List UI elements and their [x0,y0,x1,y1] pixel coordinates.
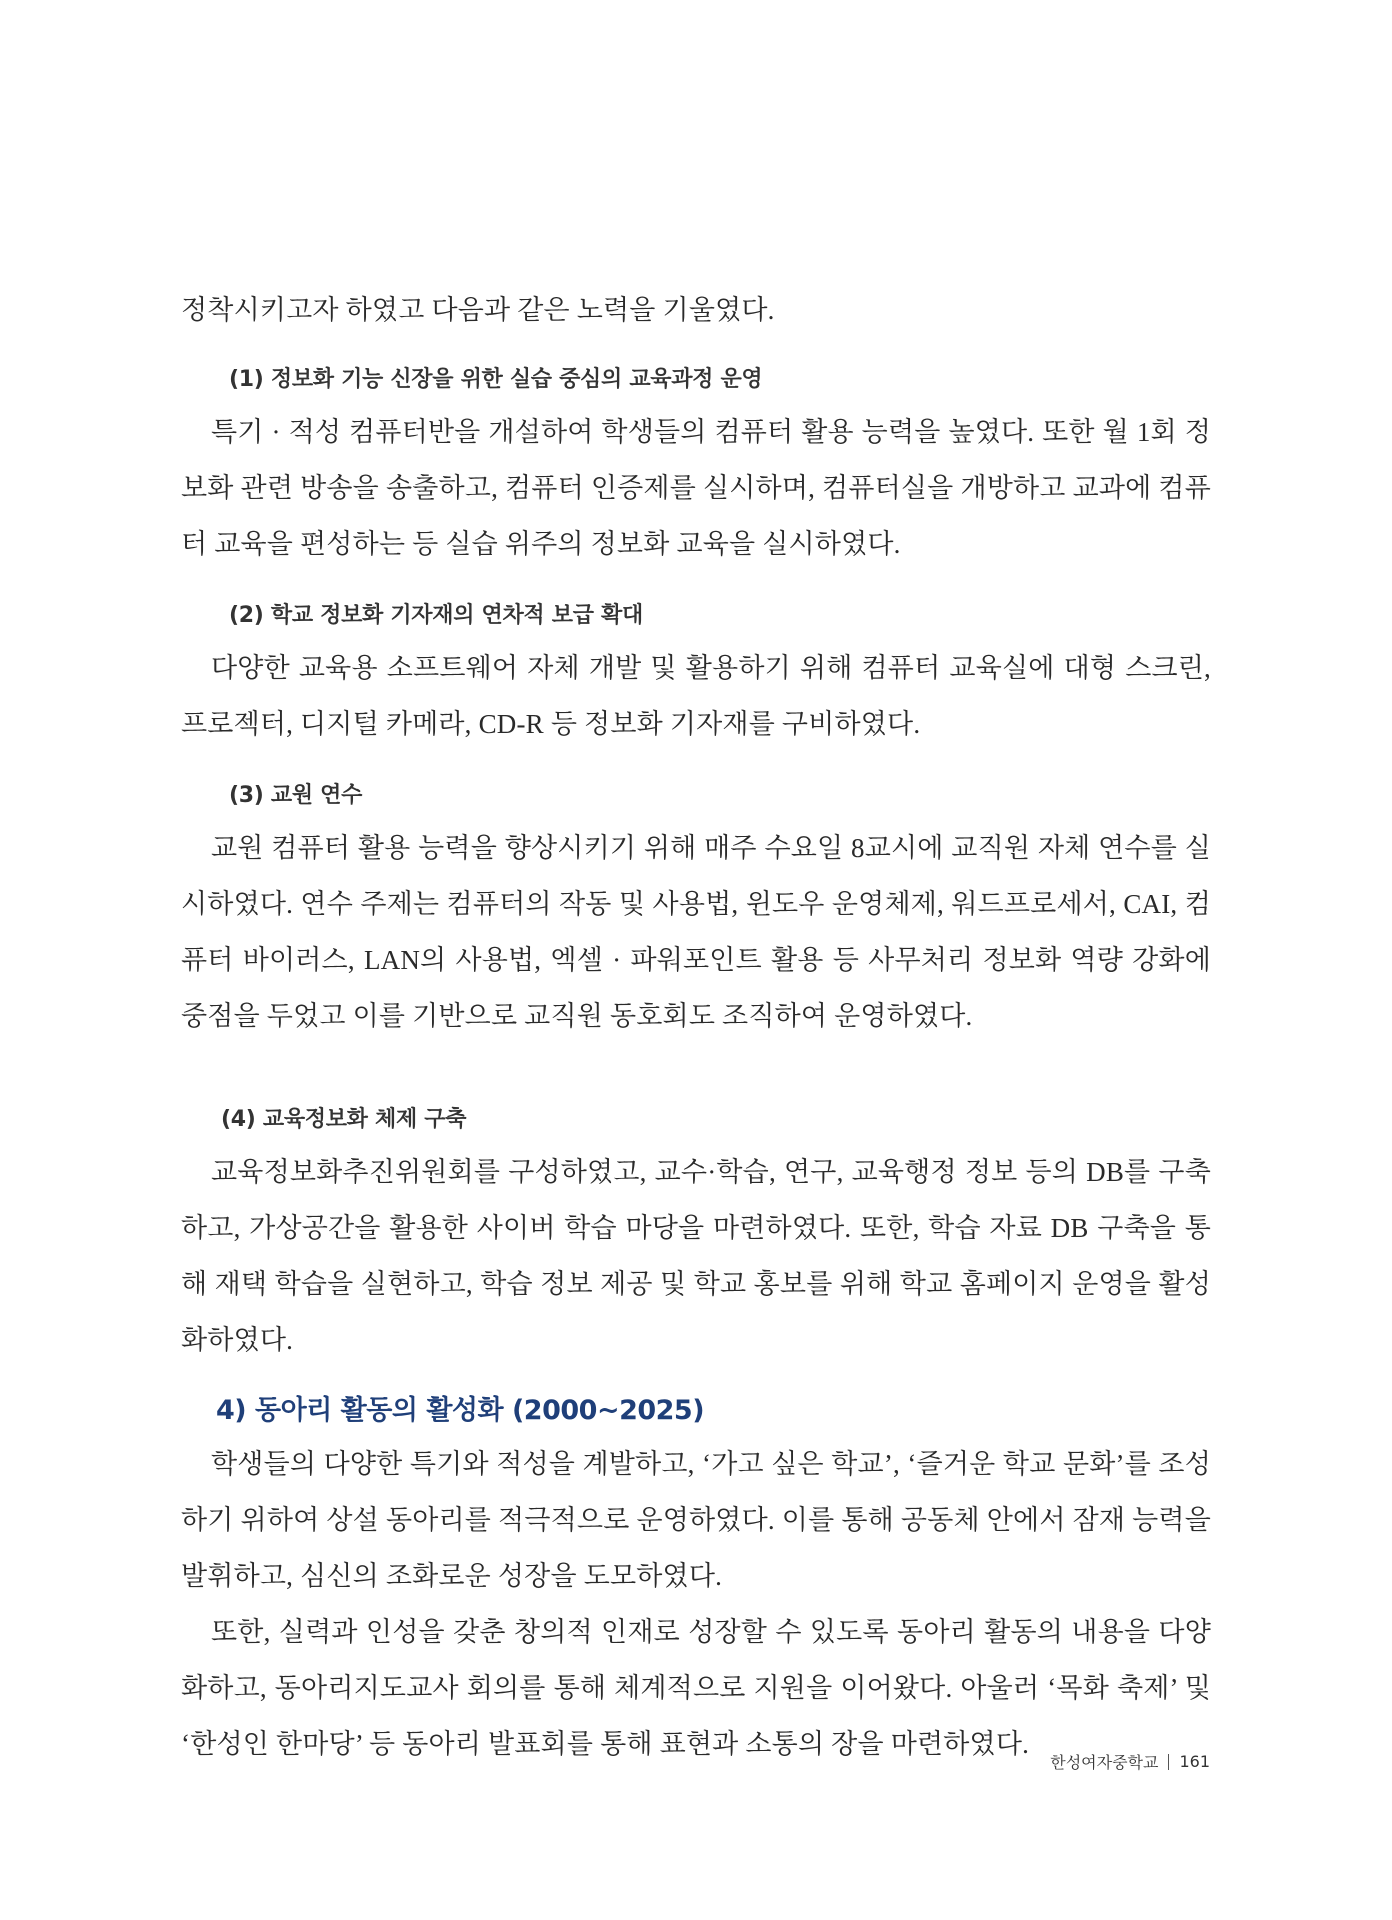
subsection-heading: (1) 정보화 기능 신장을 위한 실습 중심의 교육과정 운영 [229,367,763,392]
subsection-2 [181,596,1211,752]
subsection-paragraph: 교원 컴퓨터 활용 능력을 향상시키기 위해 매주 수요일 8교시에 교직원 자체 연수를 실시하였다. 연수 주제는 컴퓨터의 작동 및 사용법, 윈도우 운영체제, 워드프로세서, CAI, 컴퓨터 바이러스, LAN의 사용법, 엑셀 · 파워포인트 활용 등 사무처리 정보화 역량 강화에 중점을 두었고 이를 기반으로 교직원 동호회도 조직하여 운영하였다. [181,833,1211,1031]
page-number: 161 [1179,1752,1210,1771]
section-paragraph: 또한, 실력과 인성을 갖춘 창의적 인재로 성장할 수 있도록 동아리 활동의 내용을 다양화하고, 동아리지도교사 회의를 통해 체계적으로 지원을 이어왔다. 아울러 ‘목화 축제’ 및 ‘한성인 한마당’ 등 동아리 발표회를 통해 표현과 소통의 장을 마련하였다. [181,1617,1211,1759]
subsection-heading: (3) 교원 연수 [229,783,363,808]
subsection-heading: (2) 학교 정보화 기자재의 연차적 보급 확대 [229,603,643,628]
intro-line: 정착시키고자 하였고 다음과 같은 노력을 기울였다. [181,295,775,325]
footer-divider [1168,1754,1169,1770]
page-footer [1050,1750,1210,1773]
section-clubs [181,1388,1211,1772]
subsection-1 [181,360,1211,572]
subsection-paragraph: 교육정보화추진위원회를 구성하였고, 교수·학습, 연구, 교육행정 정보 등의 DB를 구축하고, 가상공간을 활용한 사이버 학습 마당을 마련하였다. 또한, 학습 자료 DB 구축을 통해 재택 학습을 실현하고, 학습 정보 제공 및 학교 홍보를 위해 학교 홈페이지 운영을 활성화하였다. [181,1157,1211,1355]
footer-school-name: 한성여자중학교 [1050,1753,1159,1772]
subsection-paragraph: 특기 · 적성 컴퓨터반을 개설하여 학생들의 컴퓨터 활용 능력을 높였다. 또한 월 1회 정보화 관련 방송을 송출하고, 컴퓨터 인증제를 실시하며, 컴퓨터실을 개방하고 교과에 컴퓨터 교육을 편성하는 등 실습 위주의 정보화 교육을 실시하였다. [181,417,1211,559]
subsection-4 [181,1100,1211,1368]
subsection-paragraph: 다양한 교육용 소프트웨어 자체 개발 및 활용하기 위해 컴퓨터 교육실에 대형 스크린, 프로젝터, 디지털 카메라, CD-R 등 정보화 기자재를 구비하였다. [181,653,1211,739]
page-content [181,282,1211,1772]
section-heading: 4) 동아리 활동의 활성화 (2000~2025) [216,1395,705,1426]
subsection-heading: (4) 교육정보화 체제 구축 [221,1107,467,1132]
section-paragraph: 학생들의 다양한 특기와 적성을 계발하고, ‘가고 싶은 학교’, ‘즐거운 학교 문화’를 조성하기 위하여 상설 동아리를 적극적으로 운영하였다. 이를 통해 공동체 안에서 잠재 능력을 발휘하고, 심신의 조화로운 성장을 도모하였다. [181,1449,1211,1591]
subsection-3 [181,776,1211,1044]
